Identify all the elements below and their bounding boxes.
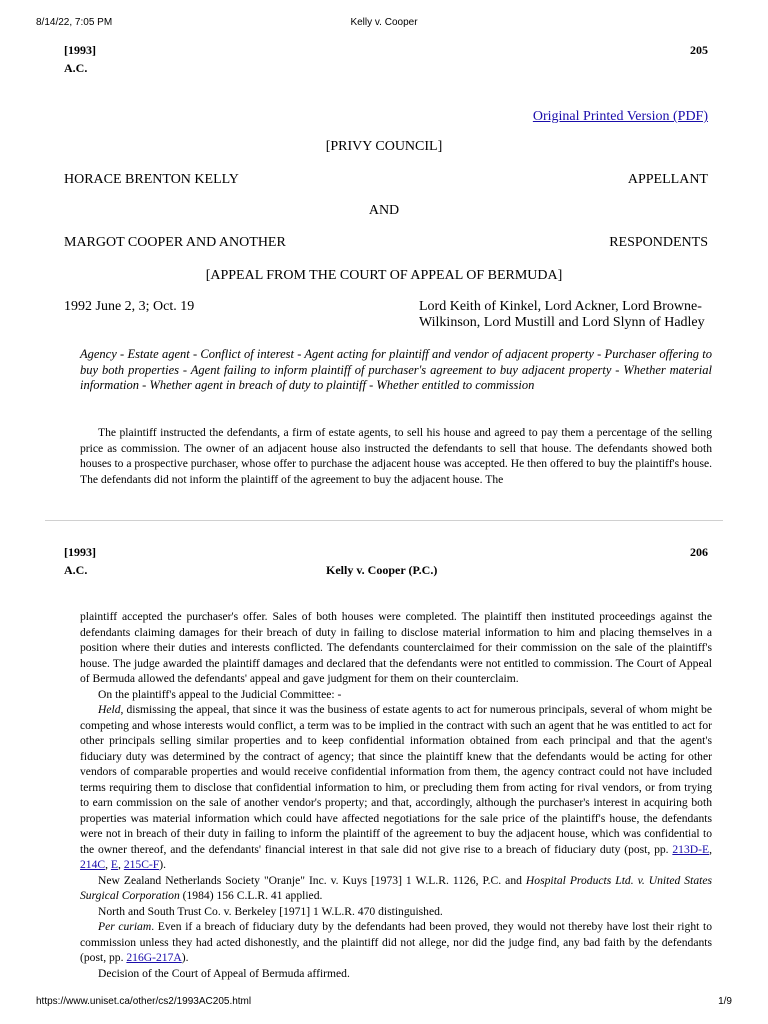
respondent-name: MARGOT COOPER AND ANOTHER bbox=[64, 235, 286, 250]
original-pdf-link[interactable]: Original Printed Version (PDF) bbox=[532, 109, 708, 124]
case-text-end: (1984) 156 C.L.R. 41 applied. bbox=[179, 889, 323, 902]
citation-link-214c[interactable]: 214C bbox=[80, 858, 106, 871]
page-divider bbox=[45, 520, 723, 521]
citation-separator: , bbox=[118, 858, 124, 871]
catchwords: Agency - Estate agent - Conflict of interest - Agent acting for plaintiff and vendor of adjacent property - Purchaser offering to buy both properties - Agent failing to inform plaintiff of purchaser's agreement to buy adjacent property - Whether material information - Whether agent in breach of duty to plaintiff - Whether entitled to commission bbox=[80, 347, 712, 393]
running-title: Kelly v. Cooper (P.C.) bbox=[326, 563, 438, 577]
appeal-paragraph: On the plaintiff's appeal to the Judicial Committee: - bbox=[98, 687, 342, 701]
headnote-continued bbox=[80, 609, 712, 981]
held-paragraph bbox=[80, 702, 712, 873]
and-separator: AND bbox=[368, 203, 400, 218]
citation-separator: , bbox=[105, 858, 111, 871]
hearing-dates: 1992 June 2, 3; Oct. 19 bbox=[64, 299, 195, 314]
appeal-title: [APPEAL FROM THE COURT OF APPEAL OF BERMUDA] bbox=[205, 268, 563, 283]
print-title: Kelly v. Cooper bbox=[350, 17, 418, 28]
citation-link-213d-e[interactable]: 213D-E bbox=[672, 842, 710, 856]
report-page-number: 205 bbox=[690, 43, 708, 57]
case-distinguished-paragraph: North and South Trust Co. v. Berkeley [1971] 1 W.L.R. 470 distinguished. bbox=[98, 904, 443, 918]
headnote-facts bbox=[80, 425, 712, 487]
print-url: https://www.uniset.ca/other/cs2/1993AC205.html bbox=[36, 996, 252, 1007]
facts-continued-paragraph: plaintiff accepted the purchaser's offer. Sales of both houses were completed. The plaintiff then instituted proceedings against the defendants claiming damages for their breach of duty in failing to disclose material information to him and placing themselves in a position where their duties and interests conflicted. The defendants counterclaimed for their commission on the sale of the plaintiff's house. The judge awarded the plaintiff damages and declared that the defendants were not entitled to commission. The Court of Appeal of Bermuda allowed the defendants' appeal and gave judgment for them on their counterclaim. bbox=[80, 610, 712, 685]
report-page-number: 206 bbox=[690, 545, 708, 559]
case-text: New Zealand Netherlands Society "Oranje" Inc. v. Kuys [1973] 1 W.L.R. 1126, P.C. and bbox=[98, 873, 526, 887]
report-year: [1993] bbox=[64, 43, 96, 57]
court-name: [PRIVY COUNCIL] bbox=[325, 139, 443, 154]
held-text: , dismissing the appeal, that since it was the business of estate agents to act for numerous principals, several of whom might be competing and whose interests would conflict, a term was to be implied in the contract with such an agent that he was entitled to act for other principals selling similar properties and to keep confidential information obtained from each principal and that the agent's fiduciary duty was determined by the contract of agency; that since the plaintiff knew that the defendants would be acting for other vendors of comparable properties and would receive confidential information from them, the agency contract could not have included terms requiring them to disclose that confidential information to him, or precluding them from acting for rival vendors, or from trying to earn commission on the sale of another vendor's property; and that, accordingly, although the purchaser's interest in acquiring both properties was material information which could have affected negotiations for the sale price of the plaintiff's house, the defendants were not in breach of their duty in failing to inform the plaintiff of the agreement to buy the adjacent house, which was confidential to the owner thereof, and the defendants' financial interest in that sale did not give rise to a breach of fiduciary duty (post, pp. bbox=[80, 703, 712, 856]
citation-separator: , bbox=[709, 842, 712, 856]
decision-paragraph: Decision of the Court of Appeal of Bermuda affirmed. bbox=[98, 966, 350, 980]
respondent-role: RESPONDENTS bbox=[609, 235, 708, 250]
report-series: A.C. bbox=[64, 61, 88, 75]
judges-line-2: Wilkinson, Lord Mustill and Lord Slynn of Hadley bbox=[419, 315, 705, 330]
print-date: 8/14/22, 7:05 PM bbox=[36, 17, 113, 28]
print-page-count: 1/9 bbox=[718, 996, 732, 1007]
per-curiam-paragraph bbox=[80, 919, 712, 966]
held-text-end: ). bbox=[159, 858, 167, 871]
per-curiam-text-end: ). bbox=[181, 951, 189, 964]
citation-link-215c-f[interactable]: 215C-F bbox=[123, 858, 160, 871]
per-curiam-word: Per curiam bbox=[98, 920, 152, 933]
report-year: [1993] bbox=[64, 545, 96, 559]
appellant-name: HORACE BRENTON KELLY bbox=[64, 172, 239, 187]
case-name-italic: Hospital Products Ltd. v. United States Surgical Corporation bbox=[80, 873, 712, 902]
report-series: A.C. bbox=[64, 563, 88, 577]
citation-link-e[interactable]: E bbox=[110, 858, 119, 871]
held-word: Held bbox=[98, 703, 121, 716]
appellant-role: APPELLANT bbox=[627, 172, 708, 187]
cases-applied-paragraph bbox=[80, 873, 712, 904]
headnote-paragraph: The plaintiff instructed the defendants, a firm of estate agents, to sell his house and agreed to pay them a percentage of the selling price as commission. The owner of an adjacent house also instructed the defendants to sell that house. The defendants showed both houses to a prospective purchaser, whose offer to purchase the adjacent house was accepted. He then offered to buy the plaintiff's house. The defendants did not inform the plaintiff of the agreement to buy the adjacent house. The bbox=[80, 426, 712, 486]
citation-link-216g-217a[interactable]: 216G-217A bbox=[126, 951, 182, 964]
per-curiam-text: . Even if a breach of fiduciary duty by the defendants had been proved, they would not thereby have lost their right to commission unless they had acted dishonestly, and the plaintiff did not allege, nor did the judge find, any bad faith by the defendants (post, pp. bbox=[80, 920, 712, 964]
judges-line-1: Lord Keith of Kinkel, Lord Ackner, Lord Browne- bbox=[419, 299, 702, 314]
